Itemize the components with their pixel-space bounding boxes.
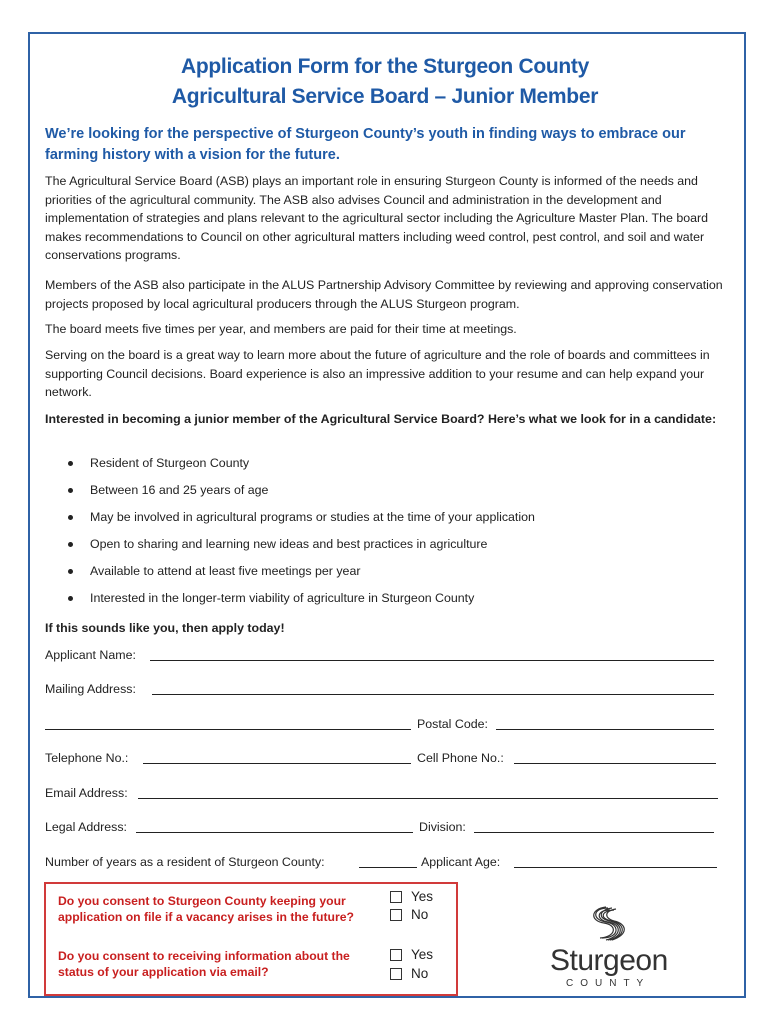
criteria-list bbox=[66, 454, 535, 616]
applicant-name-field[interactable] bbox=[150, 660, 714, 661]
cell-phone-field[interactable] bbox=[514, 763, 716, 764]
mailing-address-label: Mailing Address: bbox=[45, 682, 136, 696]
list-item: May be involved in agricultural programs or studies at the time of your application bbox=[66, 508, 535, 535]
postal-code-label: Postal Code: bbox=[417, 717, 488, 731]
years-resident-field[interactable] bbox=[359, 867, 417, 868]
division-label: Division: bbox=[419, 820, 466, 834]
list-item: Interested in the longer-term viability of agriculture in Sturgeon County bbox=[66, 589, 535, 616]
legal-address-field[interactable] bbox=[136, 832, 413, 833]
checkbox[interactable] bbox=[390, 968, 402, 980]
legal-address-label: Legal Address: bbox=[45, 820, 127, 834]
telephone-label: Telephone No.: bbox=[45, 751, 129, 765]
page-title-line-2: Agricultural Service Board – Junior Member bbox=[171, 85, 599, 108]
paragraph-meetings: The board meets five times per year, and members are paid for their time at meetings. bbox=[45, 322, 517, 336]
applicant-age-label: Applicant Age: bbox=[421, 855, 501, 869]
list-item: Resident of Sturgeon County bbox=[66, 454, 535, 481]
consent-question-email: Do you consent to receiving information about the status of your application via email? bbox=[58, 949, 350, 979]
criteria-heading: Interested in becoming a junior member of the Agricultural Service Board? Here’s what we look for in a candidate: bbox=[45, 412, 717, 426]
mailing-address-line-2-field[interactable] bbox=[45, 729, 411, 730]
paragraph-benefits: Serving on the board is a great way to learn more about the future of agriculture and the role of boards and committees in supporting Council decisions. Board experience is also an impressive addition to your resume and can help expand your network. bbox=[45, 348, 710, 399]
logo-subtitle: COUNTY bbox=[566, 978, 651, 989]
cell-phone-label: Cell Phone No.: bbox=[417, 751, 504, 765]
consent-file-no-option[interactable]: No bbox=[390, 906, 428, 924]
mailing-address-field[interactable] bbox=[152, 694, 714, 695]
checkbox[interactable] bbox=[390, 909, 402, 921]
email-label: Email Address: bbox=[45, 786, 128, 800]
list-item: Between 16 and 25 years of age bbox=[66, 481, 535, 508]
applicant-age-field[interactable] bbox=[514, 867, 717, 868]
division-field[interactable] bbox=[474, 832, 714, 833]
consent-email-no-option[interactable]: No bbox=[390, 965, 428, 983]
telephone-field[interactable] bbox=[143, 763, 411, 764]
consent-email-yes-option[interactable]: Yes bbox=[390, 946, 433, 964]
logo-wordmark: Sturgeon bbox=[550, 944, 668, 977]
years-resident-label: Number of years as a resident of Sturgeon County: bbox=[45, 855, 325, 869]
consent-question-file: Do you consent to Sturgeon County keeping your application on file if a vacancy arises in the future? bbox=[58, 894, 354, 924]
postal-code-field[interactable] bbox=[496, 729, 714, 730]
paragraph-alus: Members of the ASB also participate in the ALUS Partnership Advisory Committee by reviewing and approving conservation projects proposed by local agricultural producers through the ALUS Sturgeon program. bbox=[45, 278, 723, 311]
applicant-name-label: Applicant Name: bbox=[45, 648, 136, 662]
checkbox[interactable] bbox=[390, 891, 402, 903]
call-to-action: If this sounds like you, then apply today! bbox=[45, 621, 285, 635]
list-item: Available to attend at least five meetings per year bbox=[66, 562, 535, 589]
list-item: Open to sharing and learning new ideas and best practices in agriculture bbox=[66, 535, 535, 562]
lead-statement: We’re looking for the perspective of Sturgeon County’s youth in finding ways to embrace our farming history with a vision for the future. bbox=[45, 126, 686, 163]
paragraph-asb-role: The Agricultural Service Board (ASB) plays an important role in ensuring Sturgeon County is informed of the needs and priorities of the agricultural community. The ASB also advises Council and administration in the development and implementation of strategies and plans relevant to the agricultural sector including the Agriculture Master Plan. The board makes recommendations to Council on other agricultural matters including weed control, pest control, and soil and water conservations programs. bbox=[45, 174, 709, 262]
email-field[interactable] bbox=[138, 798, 718, 799]
checkbox[interactable] bbox=[390, 949, 402, 961]
page-title-line-1: Application Form for the Sturgeon County bbox=[181, 55, 589, 78]
consent-file-yes-option[interactable]: Yes bbox=[390, 888, 433, 906]
